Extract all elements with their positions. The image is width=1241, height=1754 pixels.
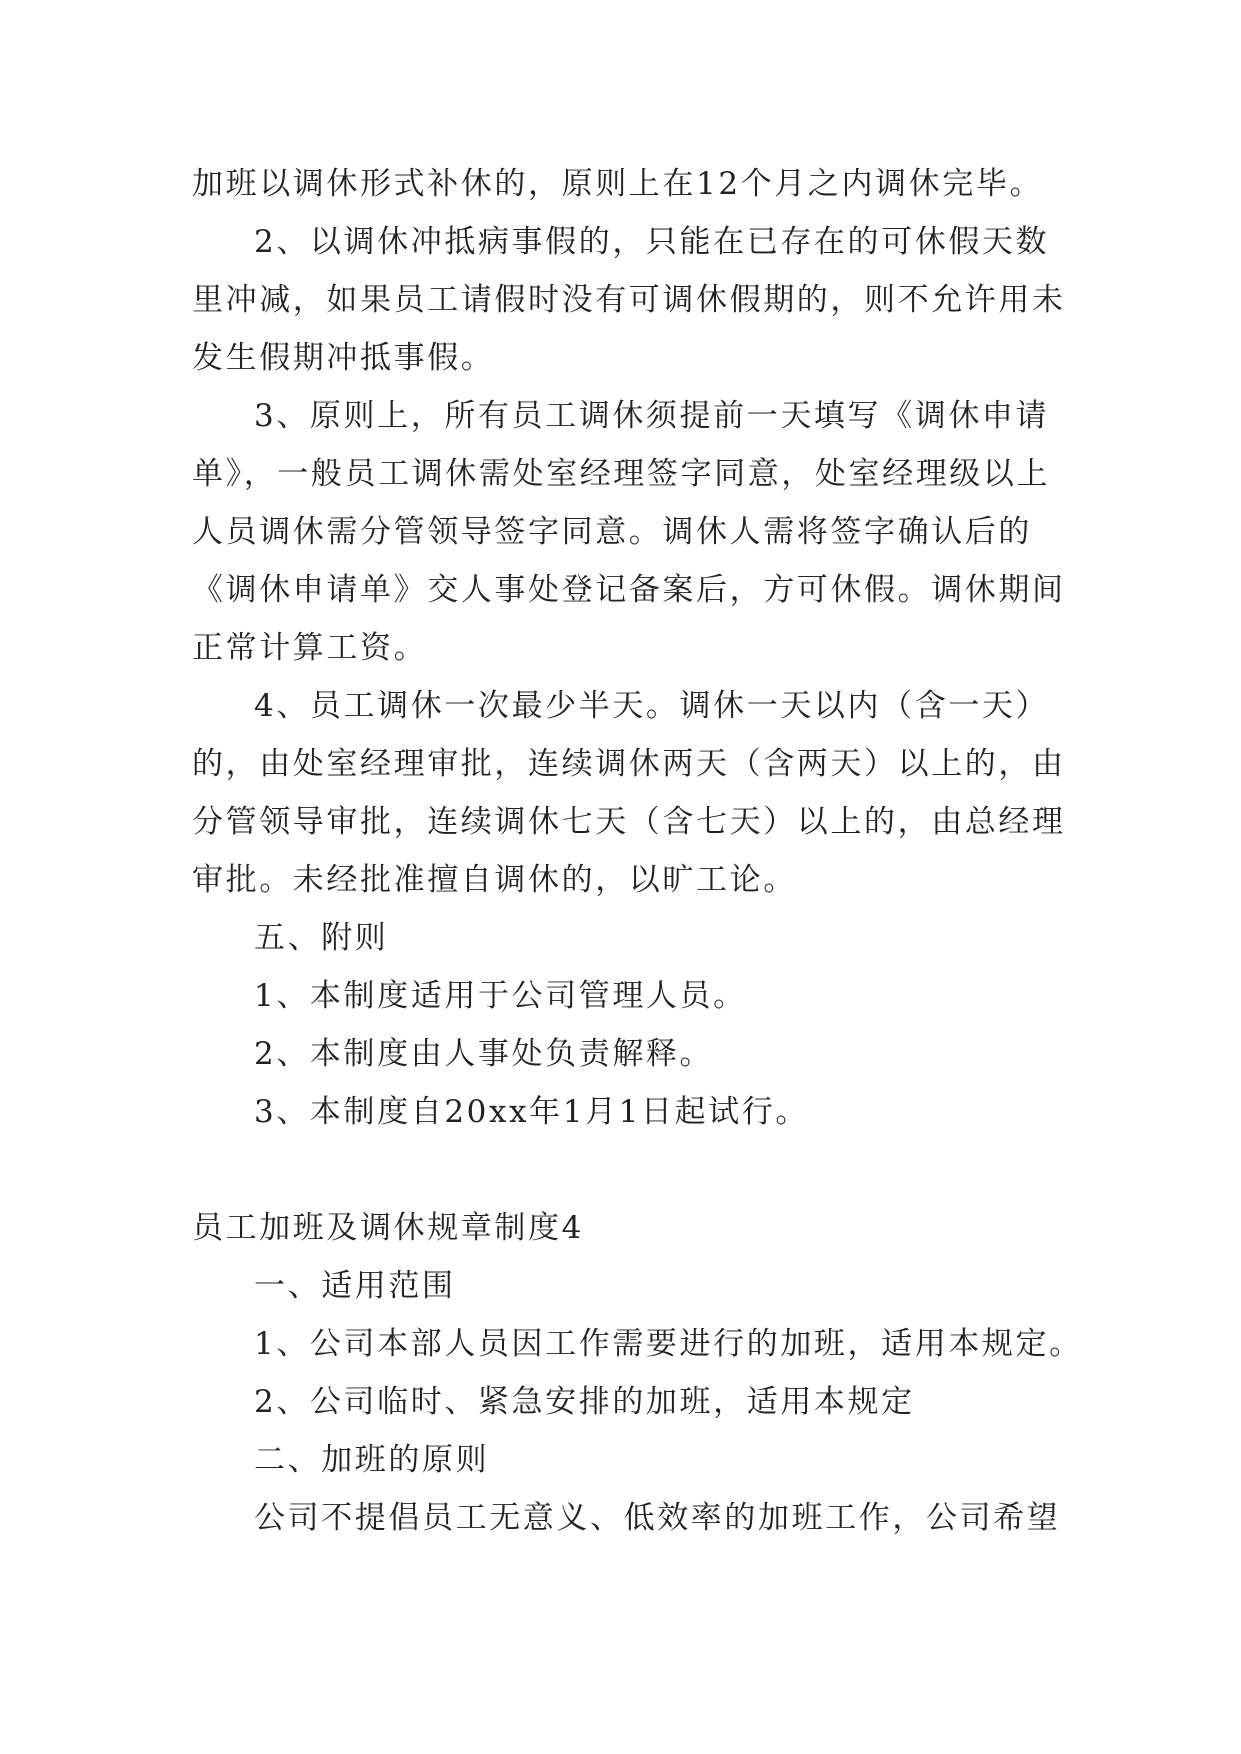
paragraph-line: 里冲减，如果员工请假时没有可调休假期的，则不允许用未 [192,282,1066,318]
list-item-line: 3、本制度自20xx年1月1日起试行。 [254,1094,809,1130]
paragraph-line: 的，由处室经理审批，连续调休两天（含两天）以上的，由 [192,746,1066,782]
paragraph-line: 《调休申请单》交人事处登记备案后，方可休假。调休期间 [192,572,1066,608]
paragraph-line: 人员调休需分管领导签字同意。调休人需将签字确认后的 [192,514,1032,550]
list-item-line: 4、员工调休一次最少半天。调休一天以内（含一天） [254,688,1050,724]
paragraph-line: 单》，一般员工调休需处室经理签字同意，处室经理级以上 [192,456,1051,492]
list-item-line: 2、本制度由人事处负责解释。 [254,1036,714,1072]
paragraph-line: 发生假期冲抵事假。 [192,340,495,376]
section-heading: 二、加班的原则 [254,1442,490,1478]
list-item-line: 1、公司本部人员因工作需要进行的加班，适用本规定。 [254,1326,1083,1362]
paragraph-line: 正常计算工资。 [192,630,428,666]
list-item-line: 1、本制度适用于公司管理人员。 [254,978,747,1014]
paragraph-line: 加班以调休形式补休的，原则上在12个月之内调休完毕。 [192,166,1044,202]
list-item-line: 2、公司临时、紧急安排的加班，适用本规定 [254,1384,915,1420]
list-item-line: 2、以调休冲抵病事假的，只能在已存在的可休假天数 [254,224,1050,260]
section-heading: 五、附则 [254,920,389,956]
paragraph-line: 分管领导审批，连续调休七天（含七天）以上的，由总经理 [192,804,1066,840]
document-title: 员工加班及调休规章制度4 [192,1210,584,1246]
paragraph-line: 审批。未经批准擅自调休的，以旷工论。 [192,862,797,898]
section-heading: 一、适用范围 [254,1268,456,1304]
list-item-line: 3、原则上，所有员工调休须提前一天填写《调休申请 [254,398,1050,434]
paragraph-line: 公司不提倡员工无意义、低效率的加班工作，公司希望 [254,1500,1061,1536]
